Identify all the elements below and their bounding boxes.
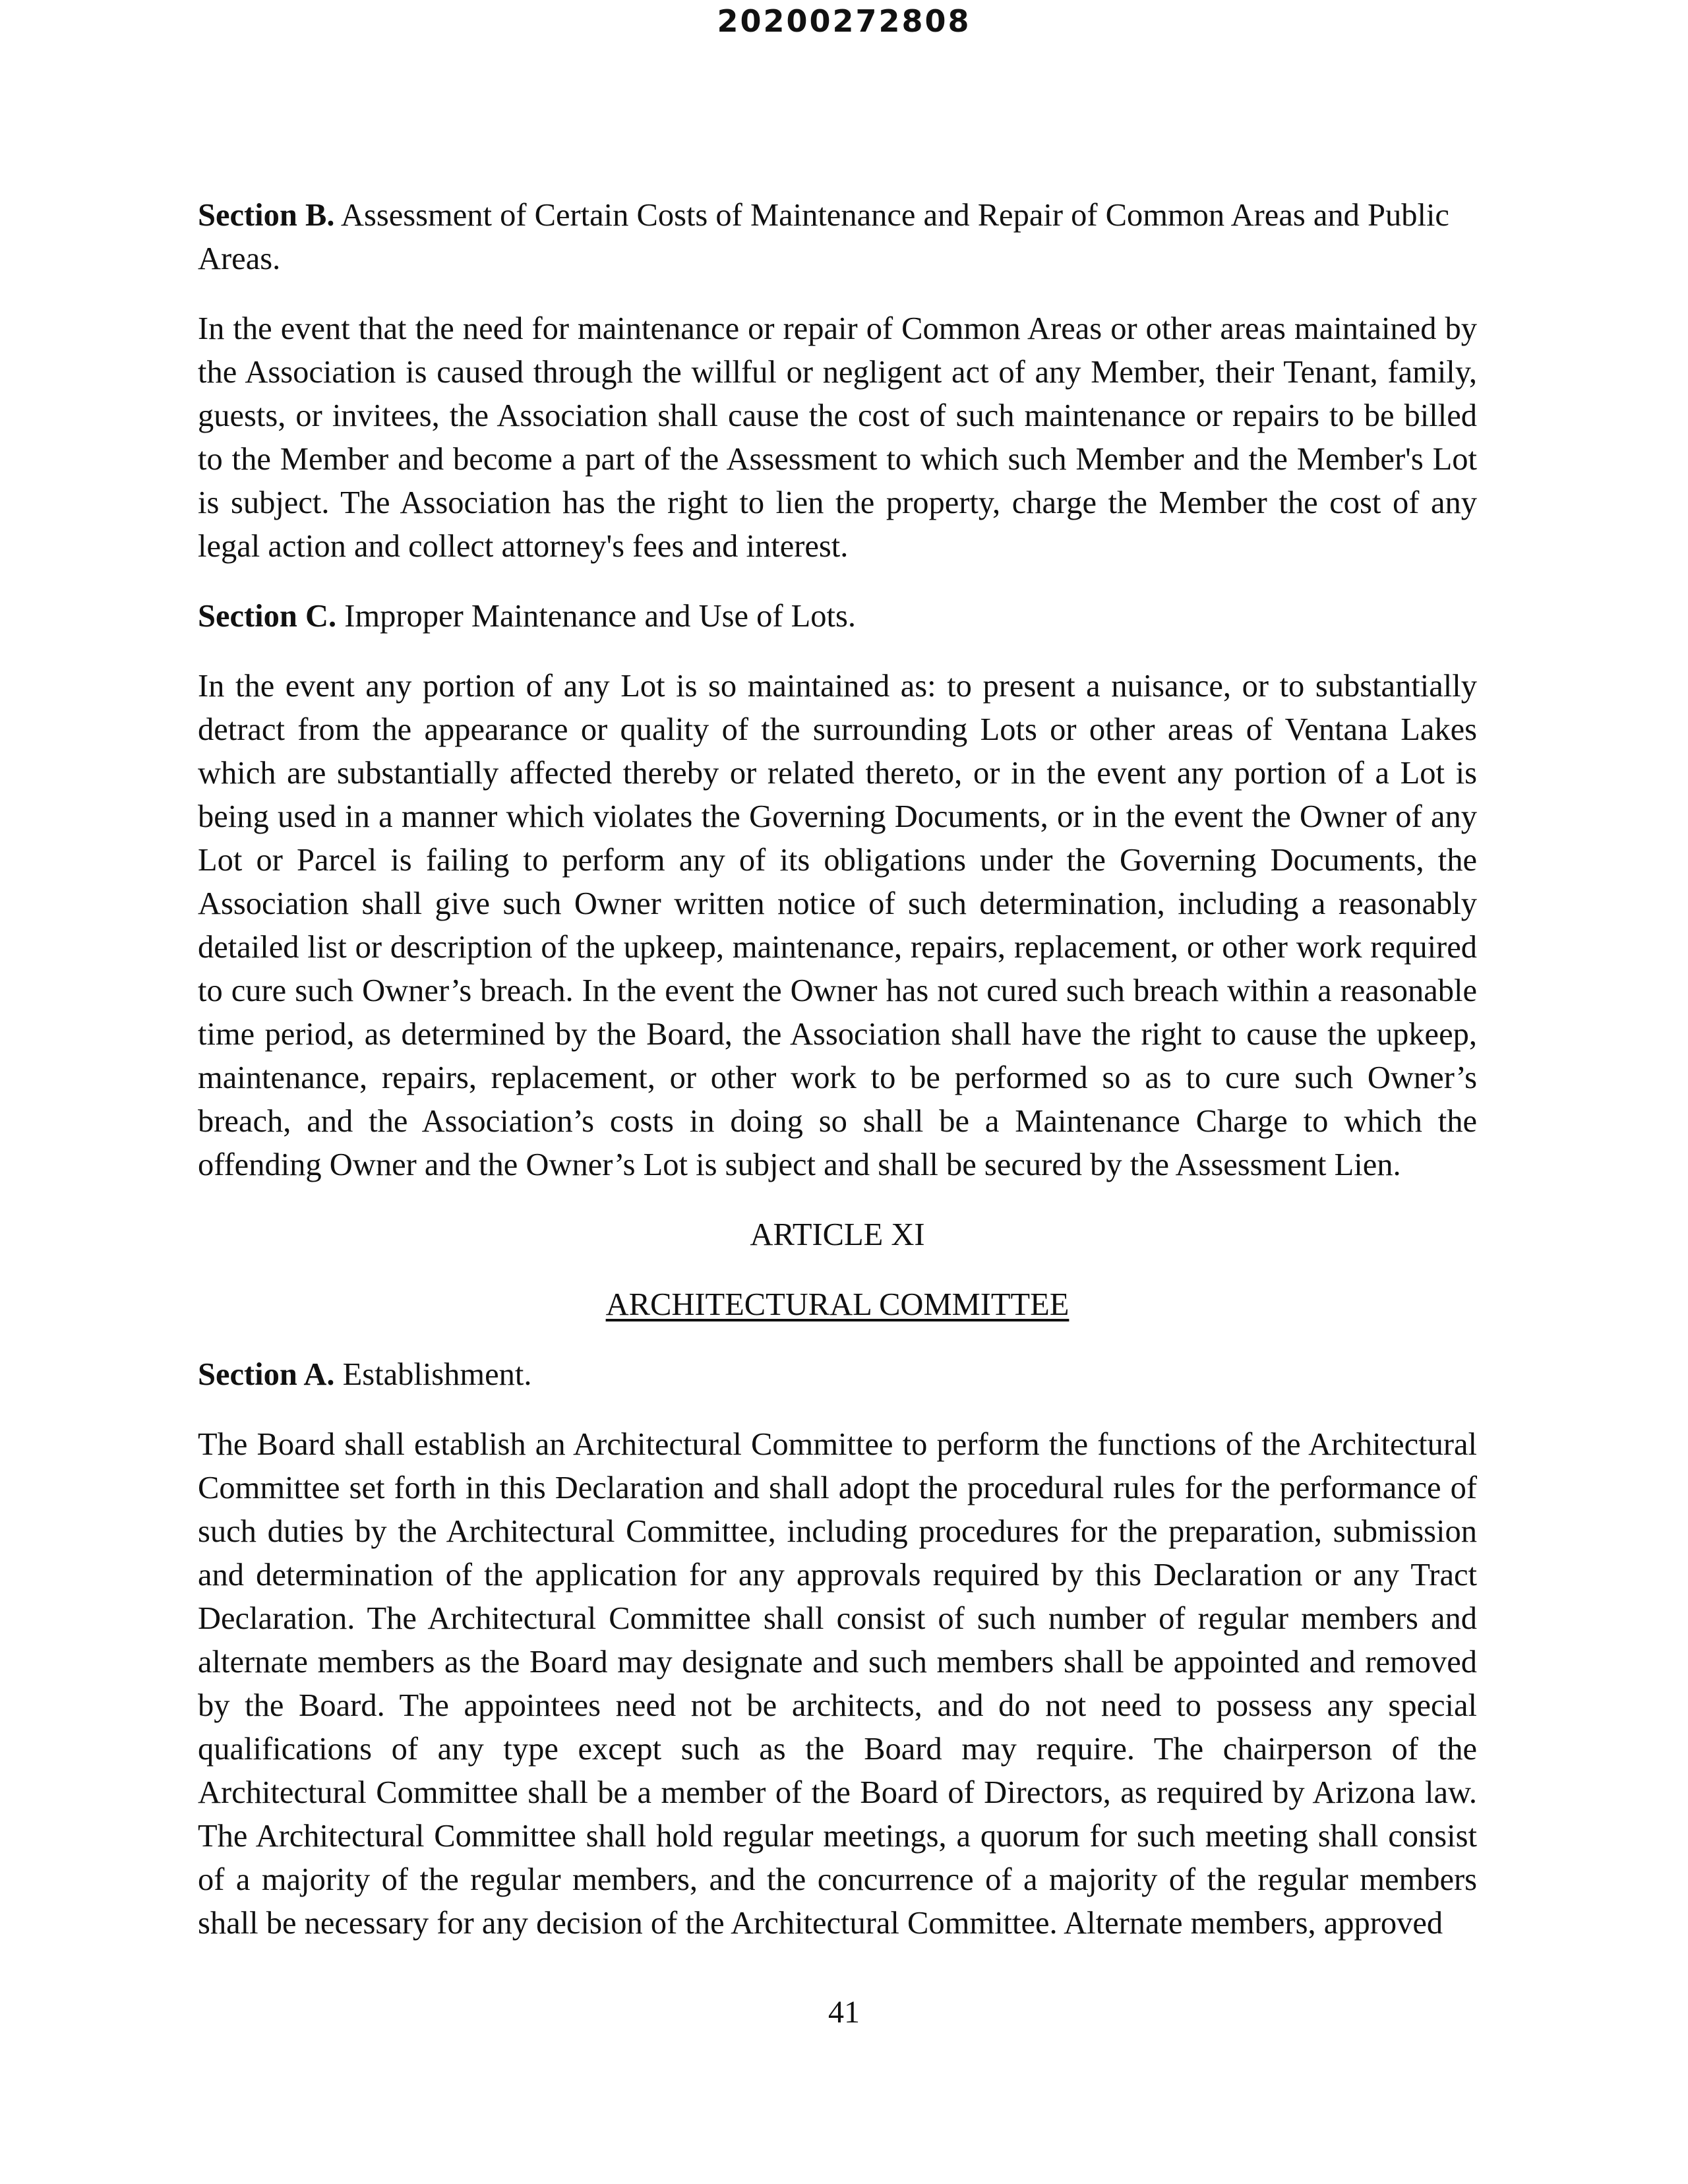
section-c-title: Improper Maintenance and Use of Lots. <box>336 599 857 634</box>
recording-number: 20200272808 <box>717 3 971 39</box>
article-title: ARCHITECTURAL COMMITTEE <box>605 1287 1070 1322</box>
document-body <box>198 194 1477 1945</box>
section-c-body: In the event any portion of any Lot is so maintained as: to present a nuisance, or to substantially detract from the appearance or quality of the surrounding Lots or other areas of Ventana Lakes which are substantially affected thereby or related thereto, or in the event any portion of a Lot is being used in a manner which violates the Governing Documents, or in the event the Owner of any Lot or Parcel is failing to perform any of its obligations under the Governing Documents, the Association shall give such Owner written notice of such determination, including a reasonably detailed list or description of the upkeep, maintenance, repairs, replacement, or other work required to cure such Owner’s breach. In the event the Owner has not cured such breach within a reasonable time period, as determined by the Board, the Association shall have the right to cause the upkeep, maintenance, repairs, replacement, or other work to be performed so as to cure such Owner’s breach, and the Association’s costs in doing so shall be a Maintenance Charge to which the offending Owner and the Owner’s Lot is subject and shall be secured by the Assessment Lien. <box>198 669 1477 1182</box>
section-a-body: The Board shall establish an Architectural Committee to perform the functions of the Architectural Committee set forth in this Declaration and shall adopt the procedural rules for the performance of such duties by the Architectural Committee, including procedures for the preparation, submission and determination of the application for any approvals required by this Declaration or any Tract Declaration. The Architectural Committee shall consist of such number of regular members and alternate members as the Board may designate and such members shall be appointed and removed by the Board. The appointees need not be architects, and do not need to possess any special qualifications of any type except such as the Board may require. The chairperson of the Architectural Committee shall be a member of the Board of Directors, as required by Arizona law. The Architectural Committee shall hold regular meetings, a quorum for such meeting shall consist of a majority of the regular members, and the concurrence of a majority of the regular members shall be necessary for any decision of the Architectural Committee. Alternate members, approved <box>198 1427 1477 1941</box>
article-number: ARTICLE XI <box>750 1217 925 1252</box>
section-b-title: Assessment of Certain Costs of Maintenance and Repair of Common Areas and Public Areas. <box>198 198 1449 276</box>
section-b-body: In the event that the need for maintenance or repair of Common Areas or other areas maintained by the Association is caused through the willful or negligent act of any Member, their Tenant, family, guests, or invitees, the Association shall cause the cost of such maintenance or repairs to be billed to the Member and become a part of the Assessment to which such Member and the Member's Lot is subject. The Association has the right to lien the property, charge the Member the cost of any legal action and collect attorney's fees and interest. <box>198 311 1477 564</box>
section-a-label: Section A. <box>198 1357 335 1392</box>
section-b-heading <box>198 194 1477 281</box>
section-c-label: Section C. <box>198 599 337 634</box>
page-number: 41 <box>828 1995 860 2030</box>
section-a-title: Establishment. <box>334 1357 532 1392</box>
section-a-heading <box>198 1353 1477 1397</box>
section-b-label: Section B. <box>198 198 335 233</box>
section-c-heading <box>198 595 1477 638</box>
